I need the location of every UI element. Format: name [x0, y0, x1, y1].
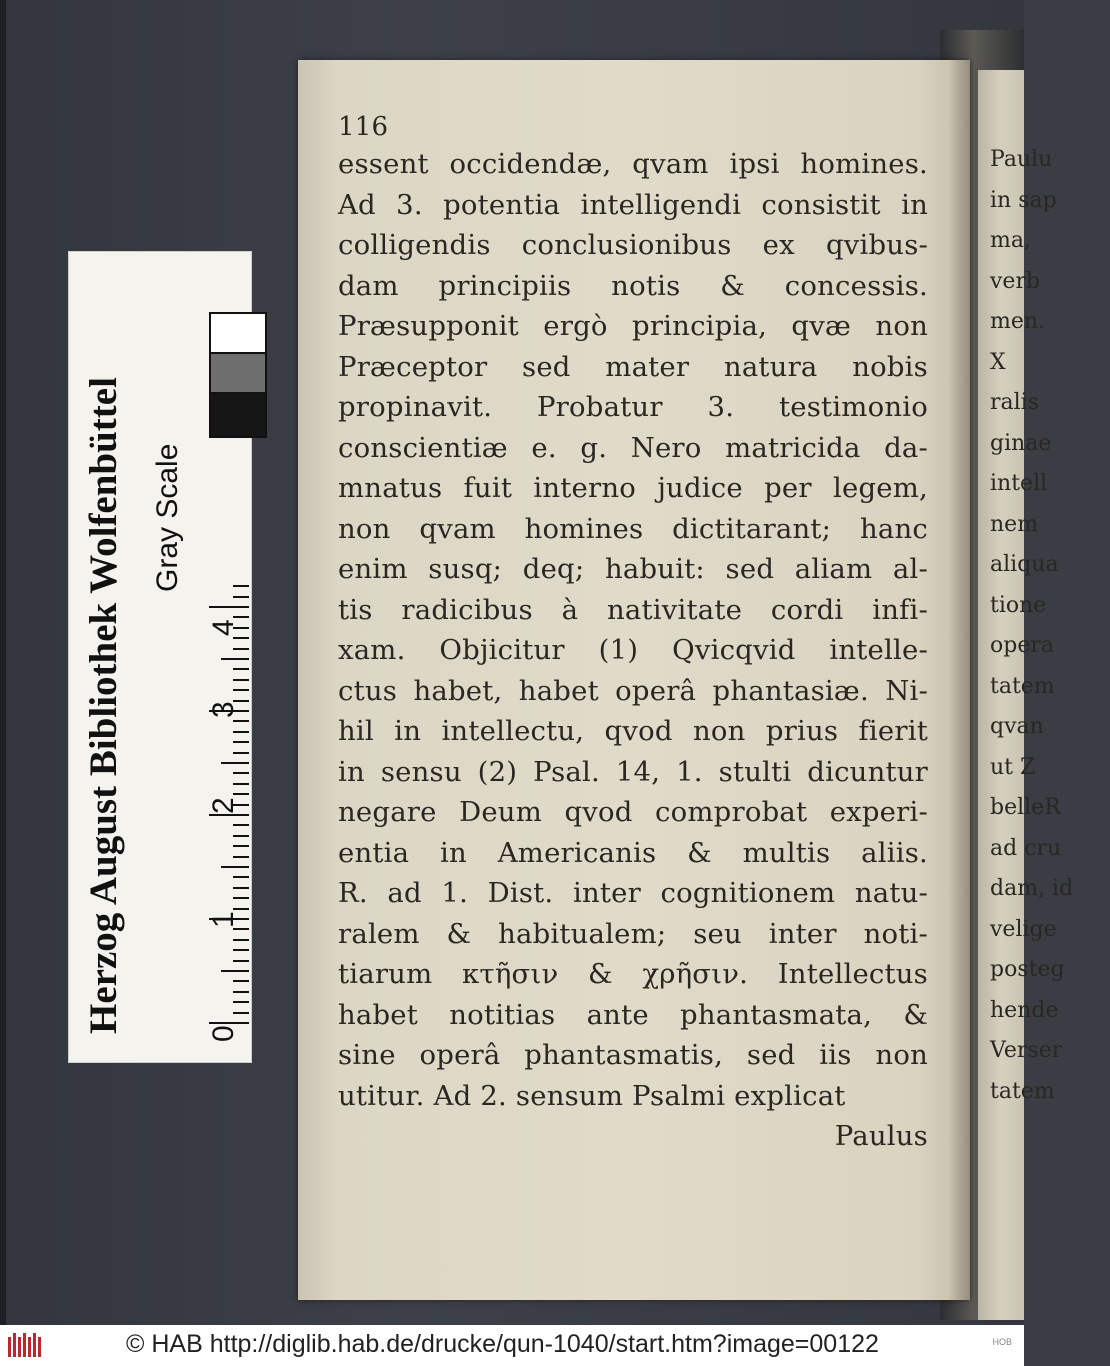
- footer-bar: [0, 1325, 1024, 1366]
- ruler-tick: [233, 845, 249, 847]
- logo-bar: [23, 1333, 26, 1357]
- logo-bar: [28, 1337, 31, 1357]
- fragment-line: Verser: [990, 1038, 1063, 1063]
- text-line: Præceptor sed mater natura nobis: [338, 350, 928, 383]
- ruler-tick: [233, 949, 249, 951]
- text-line: conscientiæ e. g. Nero matricida da-: [338, 431, 928, 464]
- ruler-tick: [233, 668, 249, 670]
- fragment-line: ma,: [990, 228, 1031, 253]
- text-line: habet notitias ante phantasmata, &: [338, 998, 928, 1031]
- fragment-line: dam, id: [990, 876, 1074, 901]
- fragment-line: Paulu: [990, 147, 1053, 172]
- text-line: negare Deum qvod comprobat experi-: [338, 796, 928, 828]
- text-line: colligendis conclusionibus ex qvibus-: [338, 229, 928, 261]
- text-line: Ad 3. potentia intelligendi consistit in: [338, 188, 928, 221]
- fragment-line: X: [990, 349, 1006, 375]
- ruler-tick: [233, 1012, 249, 1014]
- ruler-tick: [233, 596, 249, 598]
- scale-number-4: 4: [207, 619, 240, 636]
- gray-scale-label: Gray Scale: [151, 443, 184, 592]
- ruler-tick: [209, 606, 249, 608]
- scale-number-1: 1: [207, 911, 240, 928]
- ruler-tick: [233, 793, 249, 795]
- fragment-line: ad cru: [990, 835, 1062, 861]
- ruler-tick: [233, 720, 249, 722]
- fragment-line: nem: [990, 511, 1039, 537]
- ruler-tick: [233, 928, 249, 930]
- text-line: sine operâ phantasmatis, sed iis non: [338, 1039, 928, 1071]
- fragment-line: ut Z: [990, 754, 1036, 780]
- fragment-line: in sap: [990, 187, 1057, 213]
- ruler-tick: [233, 856, 249, 858]
- text-line: entia in Americanis & multis aliis.: [338, 836, 928, 869]
- page-text-block: [338, 110, 928, 1157]
- ruler-tick: [233, 648, 249, 650]
- text-line: tis radicibus à nativitate cordi infi-: [338, 593, 928, 626]
- scale-number-3: 3: [207, 701, 240, 718]
- text-line: dam principiis notis & concessis.: [338, 269, 928, 302]
- text-line: non qvam homines dictitarant; hanc: [338, 512, 928, 545]
- fragment-line: tatem: [990, 673, 1055, 699]
- scale-ruler: [68, 251, 252, 1063]
- fragment-line: opera: [990, 633, 1054, 658]
- logo-bar: [18, 1337, 21, 1357]
- page-number: 116: [338, 112, 389, 142]
- fragment-line: ginae: [990, 430, 1052, 456]
- ruler-tick: [233, 616, 249, 618]
- page-gutter-shadow: [948, 60, 970, 1300]
- ruler-tick: [221, 658, 249, 660]
- ruler-tick: [233, 908, 249, 910]
- ruler-tick: [233, 824, 249, 826]
- scale-number-0: 0: [207, 1025, 240, 1042]
- ruler-tick: [221, 970, 249, 972]
- ruler-tick: [209, 1022, 249, 1024]
- next-page-fragment: [990, 140, 1110, 1112]
- logo-bar: [13, 1333, 16, 1357]
- ruler-tick: [233, 1001, 249, 1003]
- ruler-tick: [233, 980, 249, 982]
- scale-number-2: 2: [207, 797, 240, 814]
- ruler-tick: [221, 866, 249, 868]
- ruler-tick: [233, 679, 249, 681]
- gray-patch-black: [209, 392, 267, 438]
- fragment-line: tatem: [990, 1078, 1055, 1104]
- institution-label: Herzog August Bibliothek Wolfenbüttel: [82, 377, 125, 1034]
- ruler-tick: [233, 939, 249, 941]
- book-board-edge: [0, 0, 6, 1325]
- gray-patch-white: [209, 312, 267, 356]
- fragment-line: intell: [990, 471, 1048, 496]
- text-line: ctus habet, habet operâ phantasiæ. Ni-: [338, 674, 928, 707]
- ruler-tick: [233, 637, 249, 639]
- ruler-tick: [233, 991, 249, 993]
- ruler-tick: [233, 741, 249, 743]
- fragment-line: hende: [990, 997, 1059, 1023]
- logo-bar: [33, 1333, 36, 1357]
- next-page-edge: [978, 70, 1074, 1320]
- text-line: essent occidendæ, qvam ipsi homines.: [338, 148, 928, 180]
- ruler-tick: [233, 731, 249, 733]
- text-line: in sensu (2) Psal. 14, 1. stulti dicuntur: [338, 755, 928, 788]
- text-line: xam. Objicitur (1) Qvicqvid intelle-: [338, 634, 928, 666]
- ruler-tick: [233, 689, 249, 691]
- hab-logo-icon: [6, 1331, 46, 1359]
- text-line: hil in intellectu, qvod non prius fierit: [338, 715, 928, 747]
- ruler-tick: [233, 835, 249, 837]
- fragment-line: ralis: [990, 390, 1039, 415]
- fragment-line: tione: [990, 592, 1047, 618]
- ruler-tick: [233, 897, 249, 899]
- ruler-tick: [233, 752, 249, 754]
- text-line: utitur. Ad 2. sensum Psalmi explicat: [338, 1079, 846, 1112]
- book-page: [298, 60, 970, 1300]
- text-line: tiarum κτῆσιν & χρῆσιν. Intellectus: [338, 958, 928, 990]
- text-line: R. ad 1. Dist. inter cognitionem natu-: [338, 877, 928, 909]
- fragment-line: men.: [990, 309, 1046, 334]
- gray-patch-mid: [209, 352, 267, 396]
- fragment-line: belleR: [990, 795, 1061, 820]
- logo-bar: [38, 1337, 41, 1357]
- fragment-line: qvan: [990, 714, 1044, 739]
- fragment-line: verb: [990, 268, 1041, 294]
- ruler-tick: [233, 960, 249, 962]
- copyright-url: © HAB http://diglib.hab.de/drucke/qun-1040/start.htm?image=00122: [126, 1330, 879, 1358]
- ruler-tick: [209, 814, 249, 816]
- ruler-tick: [233, 876, 249, 878]
- fragment-line: aliqua: [990, 552, 1059, 577]
- text-line: Præsupponit ergò principia, qvæ non: [338, 310, 928, 342]
- fragment-line: velige: [990, 916, 1057, 942]
- ruler-tick: [233, 887, 249, 889]
- text-line: ralem & habitualem; seu inter noti-: [338, 917, 928, 950]
- catchword: Paulus: [834, 1120, 928, 1152]
- ruler-tick: [233, 585, 249, 587]
- ruler-tick: [233, 783, 249, 785]
- text-line: propinavit. Probatur 3. testimonio: [338, 391, 928, 423]
- ruler-tick: [233, 772, 249, 774]
- text-line: enim susq; deq; habuit: sed aliam al-: [338, 553, 928, 585]
- logo-bar: [8, 1337, 11, 1357]
- fragment-line: posteg: [990, 957, 1065, 982]
- ruler-tick: [221, 762, 249, 764]
- text-line: mnatus fuit interno judice per legem,: [338, 472, 928, 504]
- footer-mark: HOB: [992, 1337, 1012, 1347]
